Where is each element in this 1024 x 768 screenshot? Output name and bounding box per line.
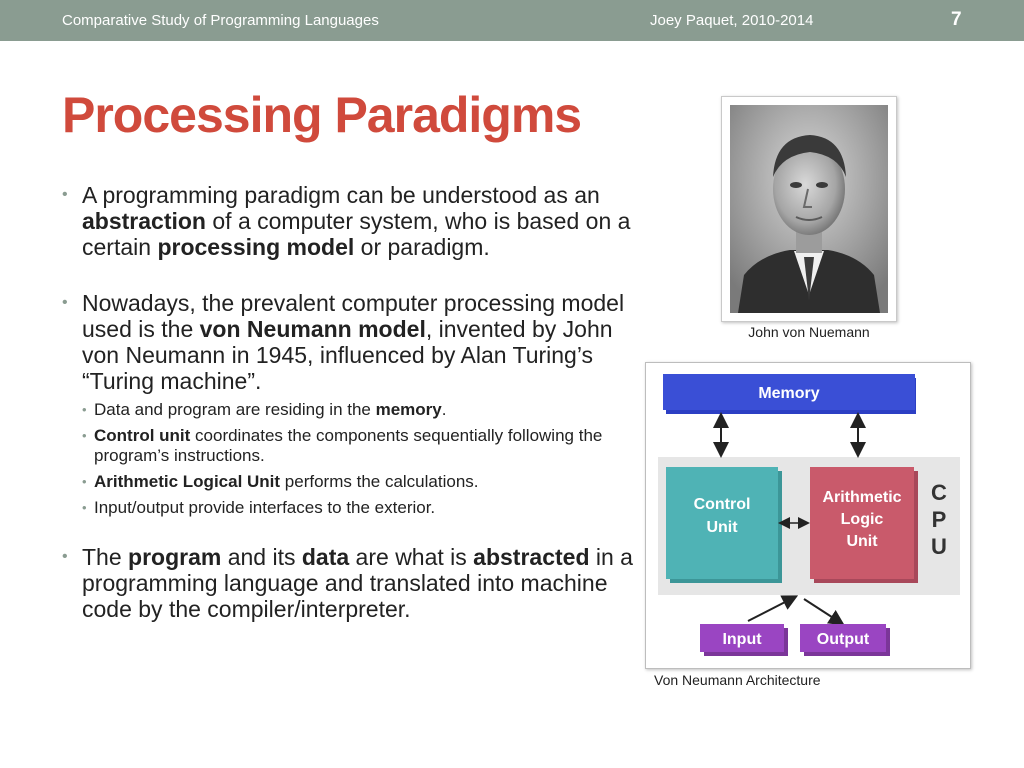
control-unit-label: Unit (706, 519, 738, 536)
bullet-text: The (82, 544, 129, 570)
bullet-program-data (62, 544, 652, 622)
output-arrow (804, 599, 838, 621)
portrait-photo (730, 105, 888, 313)
page-number: 7 (951, 9, 962, 30)
sub-bold: memory (375, 400, 442, 419)
architecture-diagram (646, 363, 970, 668)
memory-label: Memory (758, 385, 820, 402)
portrait-frame (721, 96, 897, 322)
sub-text: coordinates the components sequentially following the program’s instructions. (94, 426, 603, 465)
sub-bold: Control unit (94, 426, 191, 445)
sub-bullet-control-unit (82, 426, 652, 466)
sub-text: Data and program are residing in the (94, 400, 376, 419)
alu-label: Logic (840, 511, 884, 528)
sub-text: performs the calculations. (280, 472, 479, 491)
header-bar (0, 0, 1024, 41)
sub-bullet-alu (82, 472, 652, 492)
bullet-bold: program (128, 544, 222, 570)
bullet-text: are what is (349, 544, 474, 570)
architecture-figure (645, 362, 971, 669)
bullet-text: of a computer system, who is based on a certain (82, 208, 631, 260)
sub-bold: Arithmetic Logical Unit (94, 472, 281, 491)
bullet-von-neumann (62, 290, 652, 394)
control-unit-label: Control (693, 496, 751, 513)
bullet-text: and its (221, 544, 302, 570)
bullet-text: or paradigm. (354, 234, 490, 260)
alu-label: Unit (846, 533, 878, 550)
portrait-caption: John von Nuemann (748, 324, 870, 340)
bullet-text: in a programming language and translated into machine code by the compiler/interpreter. (82, 544, 633, 622)
bullet-bold: abstraction (82, 208, 206, 234)
cpu-letter: C (931, 480, 947, 505)
bullet-text: , invented by John von Neumann in 1945, influenced by Alan Turing’s “Turing machine”. (82, 316, 613, 394)
bullet-bold: abstracted (473, 544, 590, 570)
bullet-text: Nowadays, the prevalent computer processing model used is the (82, 290, 625, 342)
sub-bullet-memory (82, 400, 652, 420)
bullet-bold: von Neumann model (199, 316, 426, 342)
sub-text: . (441, 400, 447, 419)
bullet-text: A programming paradigm can be understood as an (82, 182, 600, 208)
cpu-letter: U (931, 534, 947, 559)
architecture-caption: Von Neumann Architecture (654, 672, 821, 688)
sub-text: Input/output provide interfaces to the exterior. (94, 498, 436, 517)
course-title: Comparative Study of Programming Languages (62, 12, 379, 29)
cpu-letter: P (931, 507, 947, 532)
output-label: Output (816, 631, 870, 648)
bullet-bold: processing model (157, 234, 355, 260)
bullet-bold: data (301, 544, 350, 570)
input-arrow (748, 599, 791, 621)
alu-label: Arithmetic (822, 489, 902, 506)
bullet-paradigm-definition (62, 182, 652, 260)
input-label: Input (722, 631, 762, 648)
sub-bullet-io (82, 498, 652, 518)
sub-bullet-list (62, 400, 652, 518)
bullet-list (62, 182, 652, 622)
author-credit: Joey Paquet, 2010-2014 (650, 12, 814, 29)
slide-title: Processing Paradigms (62, 87, 582, 143)
